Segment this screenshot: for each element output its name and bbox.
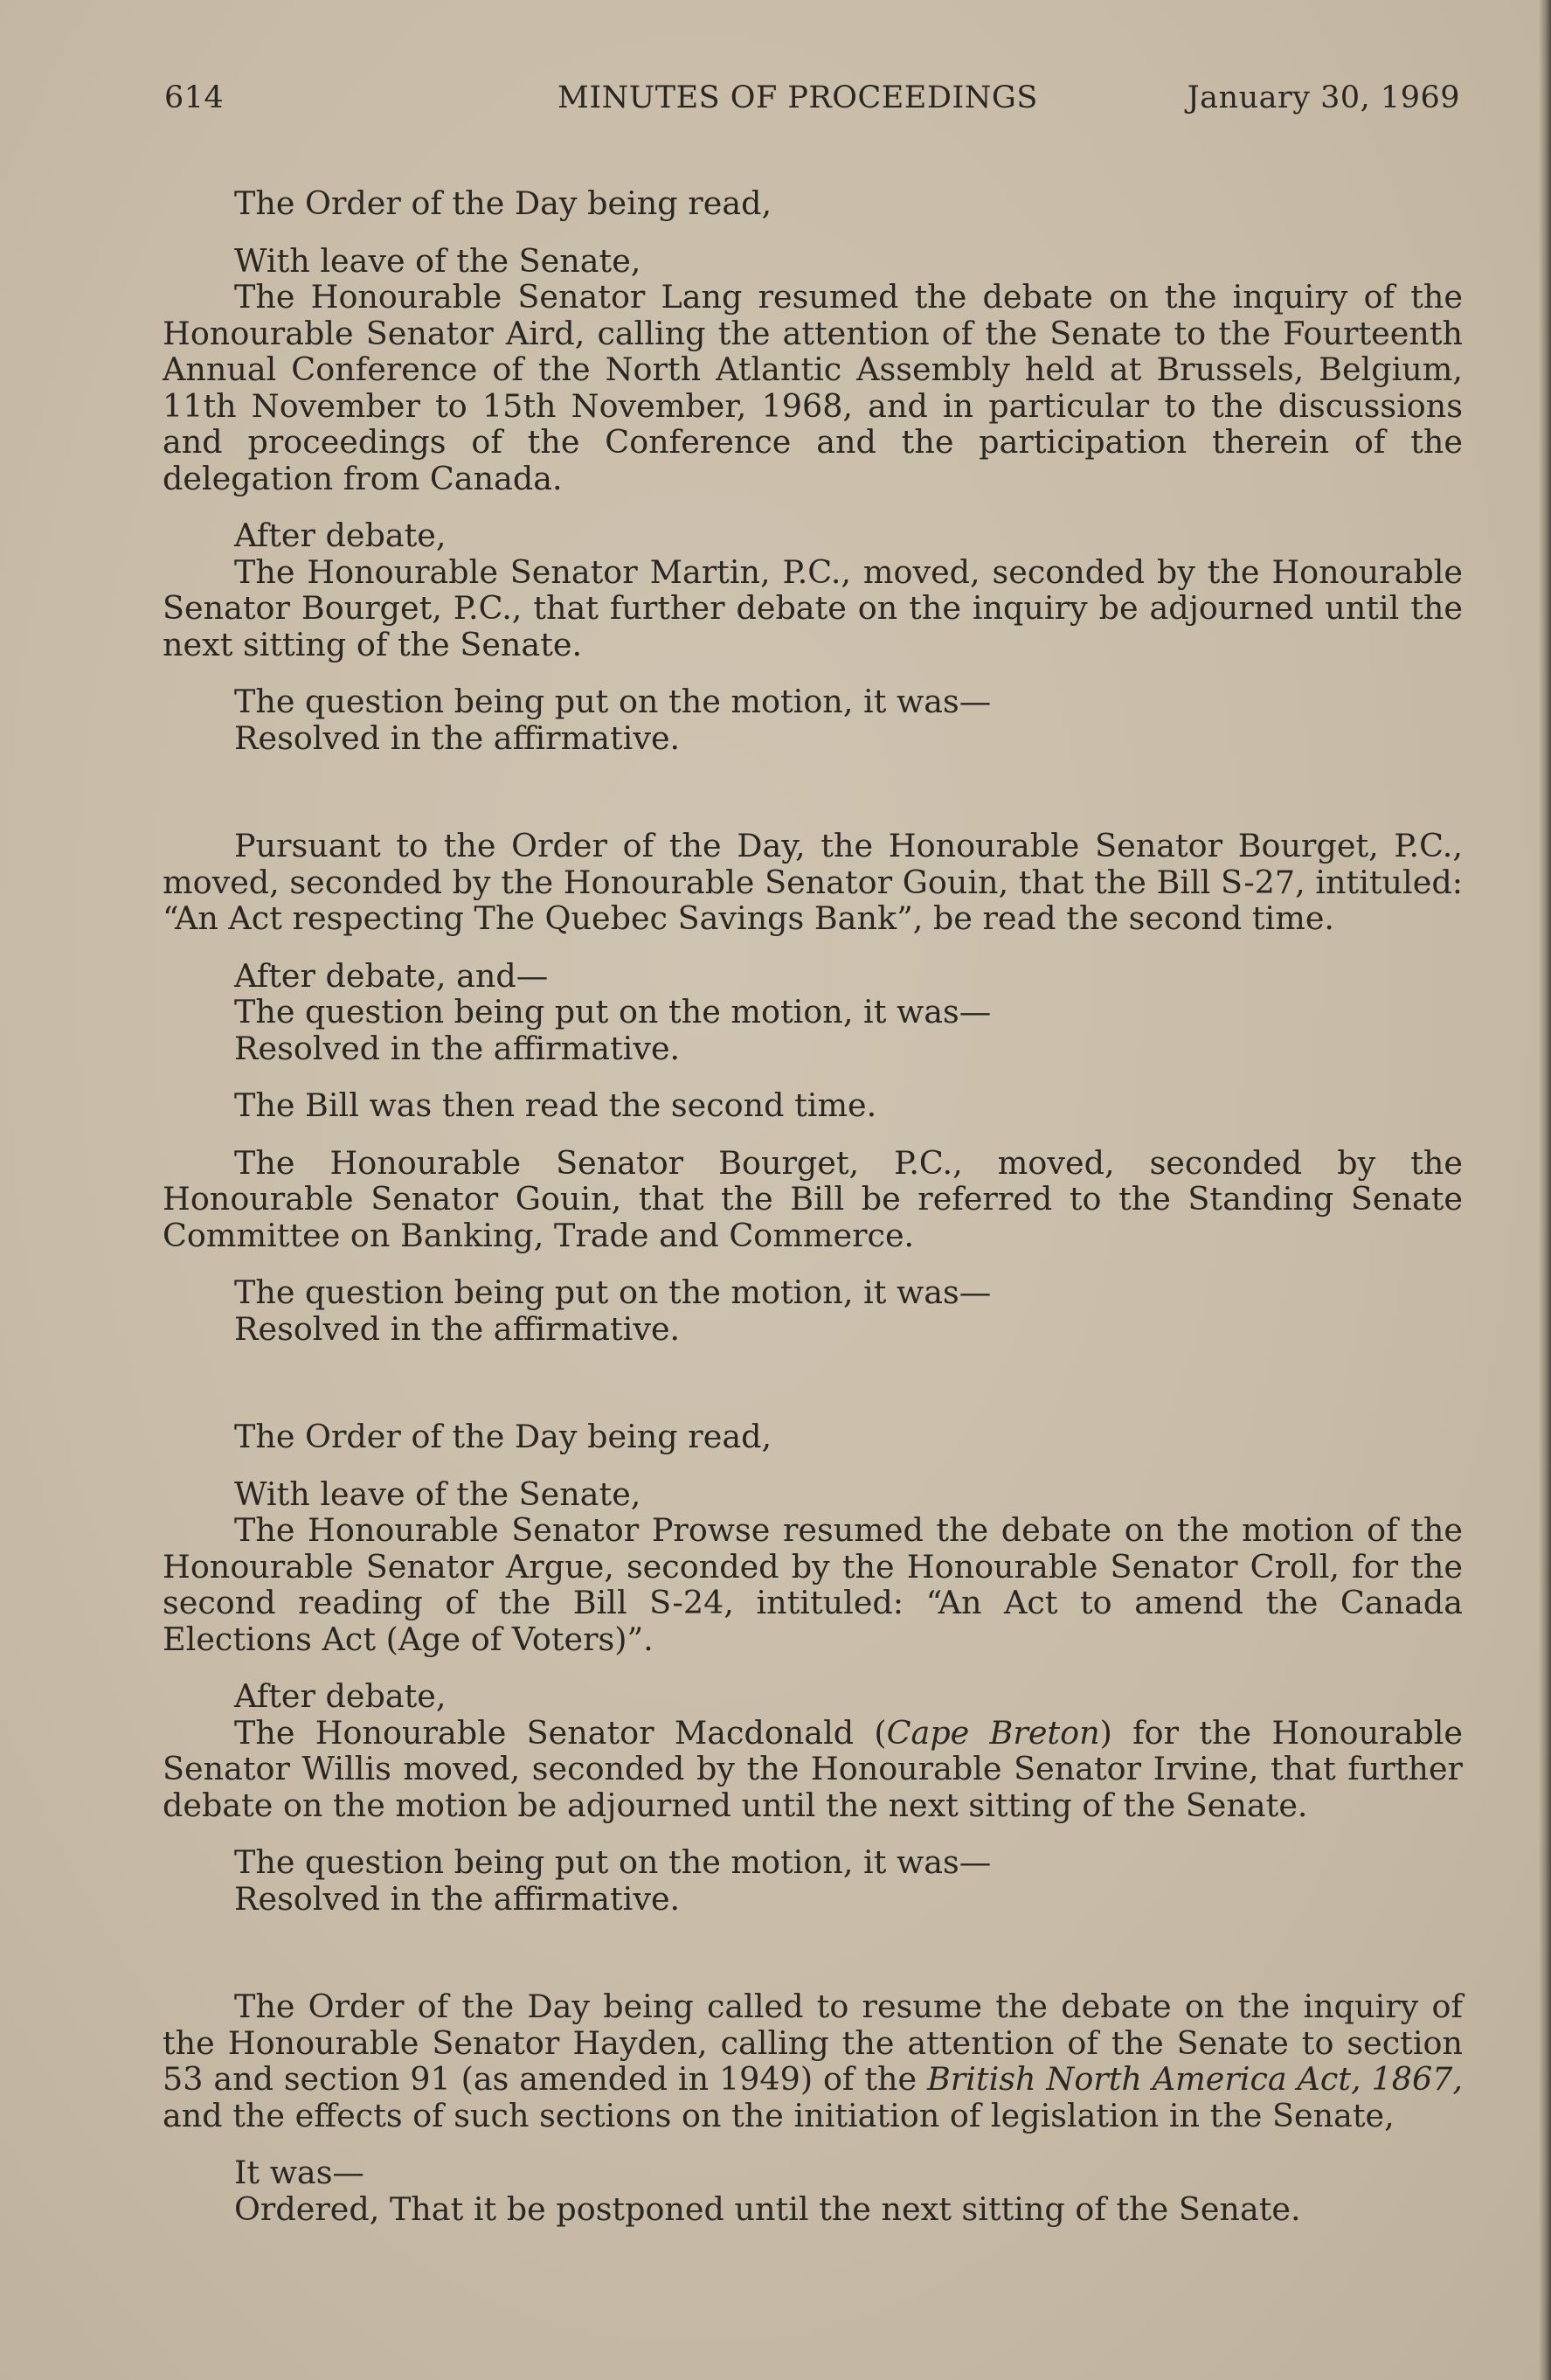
running-header	[164, 80, 1460, 124]
paragraph: With leave of the Senate,	[234, 241, 641, 280]
page-edge-shadow	[1539, 0, 1551, 2380]
paragraph: Resolved in the affirmative.	[234, 718, 681, 757]
paragraph: The Honourable Senator Martin, P.C., moved, seconded by the Honourable Senator Bourget, P.C., that further debate on the inquiry be adjourned until the next sitting of the Senate.	[163, 552, 1463, 663]
paragraph-text: The Honourable Senator Macdonald (	[234, 1713, 887, 1752]
paragraph-italic: Cape Breton	[886, 1713, 1100, 1752]
paragraph: After debate,	[234, 517, 447, 554]
page-number: 614	[164, 80, 225, 115]
paragraph: Resolved in the affirmative.	[234, 1309, 681, 1348]
paragraph-text: and the effects of such sections on the initiation of legislation in the Senate,	[163, 2096, 1395, 2134]
paragraph	[163, 1715, 1463, 1824]
paragraph: The question being put on the motion, it was—	[234, 683, 992, 720]
paragraph: The question being put on the motion, it was—	[234, 993, 992, 1030]
paragraph: The Honourable Senator Lang resumed the debate on the inquiry of the Honourable Senator Aird, calling the attention of the Senate to the Fourteenth Annual Conference of the North Atlantic Assembly held at Brussels, Belgium, 11th November to 15th November, 1968, and in particular to the discussions and proceedings of the Conference and the participation therein of the delegation from Canada.	[163, 278, 1463, 497]
paragraph-text: ) for the Honourable Senator Willis moved, seconded by the Honourable Senator Irvine, that further debate on the motion be adjourned until the next sitting of the Senate.	[163, 1713, 1463, 1824]
paragraph: The Honourable Senator Prowse resumed the debate on the motion of the Honourable Senator Argue, seconded by the Honourable Senator Croll, for the second reading of the Bill S-24, intituled: “An Act to amend the Canada Elections Act (Age of Voters)”.	[163, 1511, 1463, 1658]
paragraph: After debate,	[234, 1677, 447, 1715]
paragraph: Ordered, That it be postponed until the next sitting of the Senate.	[234, 2189, 1301, 2228]
paragraph: It was—	[234, 2154, 364, 2191]
paragraph: The Honourable Senator Bourget, P.C., moved, seconded by the Honourable Senator Gouin, that the Bill be referred to the Standing Senate Committee on Banking, Trade and Commerce.	[163, 1143, 1463, 1254]
paragraph-text: The Order of the Day being called to resume the debate on the inquiry of the Honourable Senator Hayden, calling the attention of the Senate to section 53 and section 91 (as amended in 1949) of the	[163, 1988, 1463, 2098]
paragraph: Pursuant to the Order of the Day, the Honourable Senator Bourget, P.C., moved, seconded by the Honourable Senator Gouin, that the Bill S-27, intituled: “An Act respecting The Quebec Savings Bank”, be read the second time.	[163, 827, 1463, 937]
header-date: January 30, 1969	[1187, 80, 1460, 115]
paragraph: The Order of the Day being read,	[234, 1418, 772, 1455]
paragraph: The Order of the Day being read,	[234, 184, 772, 222]
page-body	[163, 185, 1463, 2227]
paragraph: Resolved in the affirmative.	[234, 1029, 681, 1067]
paragraph: Resolved in the affirmative.	[234, 1879, 681, 1918]
paragraph: The question being put on the motion, it was—	[234, 1843, 992, 1881]
paragraph: With leave of the Senate,	[234, 1474, 641, 1513]
header-title: MINUTES OF PROCEEDINGS	[557, 80, 1038, 115]
paragraph: After debate, and—	[234, 956, 549, 995]
paragraph: The question being put on the motion, it was—	[234, 1273, 992, 1311]
paragraph	[163, 1988, 1463, 2134]
paragraph: The Bill was then read the second time.	[234, 1086, 877, 1124]
paragraph-italic: British North America Act, 1867,	[926, 2060, 1463, 2098]
